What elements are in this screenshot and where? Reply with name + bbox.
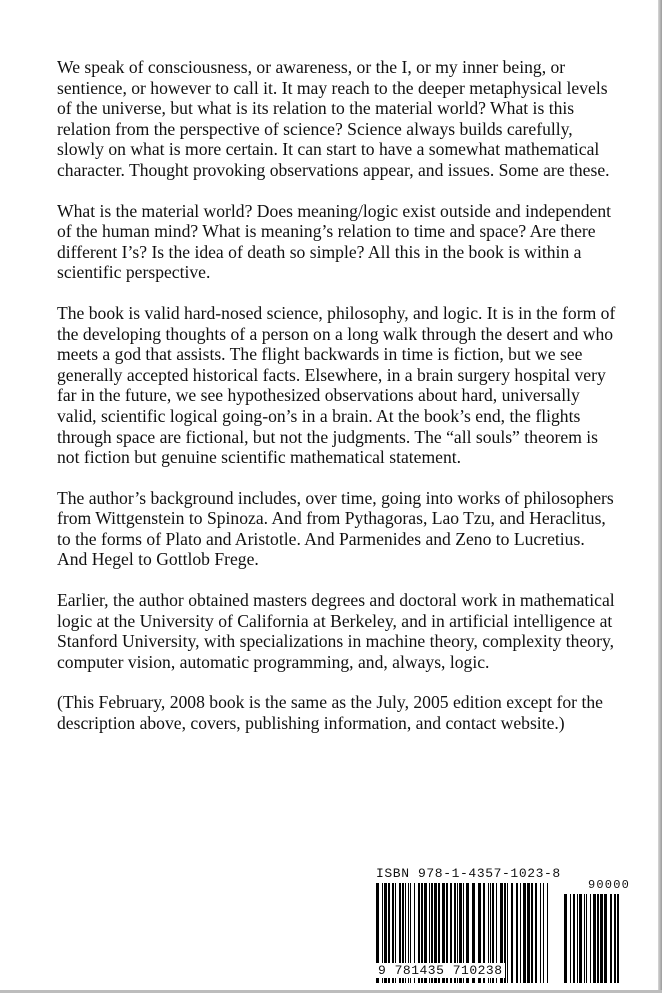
barcode-bar [527,883,530,983]
paragraph-intro: We speak of consciousness, or awareness, or the I, or my inner being, or sentience, or however to call it. It may reach to the deeper metaphysical levels of the universe, but what is its relation to the material world? What is this relation from the perspective of science? Science always builds carefully, slowly on what is more certain. It can start to have a somewhat mathematical character. Thought provoking observations appear, and issues. Some are these. [57,57,610,180]
barcode-bar [535,883,537,983]
barcode-bar [516,883,518,983]
barcode-bar [617,894,619,983]
barcode-addon-bars [562,894,624,983]
barcode-bar [610,894,612,983]
isbn-label: ISBN 978-1-4357-1023-8 [376,866,561,881]
barcode-bar [604,894,607,983]
barcode-bar [507,883,508,983]
barcode-bar [614,894,616,983]
barcode-bar [573,894,575,983]
barcode-bar [564,894,567,983]
barcode-bar [547,883,548,983]
paragraph-edition-note: (This February, 2008 book is the same as the July, 2005 edition except for the description above, covers, publishing information, and contact website.) [57,692,603,734]
barcode-bar [593,894,596,983]
barcode-bar [579,894,582,983]
barcode-bar [590,894,591,983]
barcode-bar [540,883,541,983]
price-code: 90000 [588,878,631,892]
barcode-bar [523,883,526,983]
barcode-bar [511,883,513,983]
barcode-digits: 9 781435 710238 [378,963,503,978]
page-edge [658,0,662,993]
back-cover-text [57,57,617,754]
barcode-bar [577,894,578,983]
barcode-bar [584,894,585,983]
barcode-bar [570,894,571,983]
isbn-barcode [374,866,631,984]
paragraph-author-background: The author’s background includes, over time, going into works of philosophers from Wittgenstein to Spinoza. And from Pythagoras, Lao Tzu, and Heraclitus, to the forms of Plato and Aristotle. And Parmenides and Zeno to Lucretius. And Hegel to Gottlob Frege. [57,487,614,570]
barcode-bar [531,883,533,983]
barcode-bar [597,894,599,983]
paragraph-questions: What is the material world? Does meaning/logic exist outside and independent of the human mind? What is meaning’s relation to time and space? Are there different I’s? Is the idea of death so simple? All this in the book is within a scientific perspective. [57,200,612,283]
barcode-bar [543,883,544,983]
paragraph-book-description: The book is valid hard-nosed science, philosophy, and logic. It is in the form of the developing thoughts of a person on a long walk through the desert and who meets a god that assists. The flight backwards in time is fiction, but we see generally accepted historical facts. Elsewhere, in a brain surgery hospital very far in the future, we see hypothesized observations about hard, universally valid, scientific logical going-on’s in a brain. At the book’s end, the flights through space are fictional, but not the judgments. The “all souls” theorem is not fiction but genuine scientific mathematical statement. [57,302,616,468]
barcode-bar [600,894,603,983]
paragraph-author-education: Earlier, the author obtained masters degrees and doctoral work in mathematical logic at the University of California at Berkeley, and in artificial intelligence at Stanford University, with specializations in machine theory, complexity theory, computer vision, automatic programming, and, always, logic. [57,590,615,672]
barcode-bar [586,894,587,983]
barcode-bar [520,883,521,983]
